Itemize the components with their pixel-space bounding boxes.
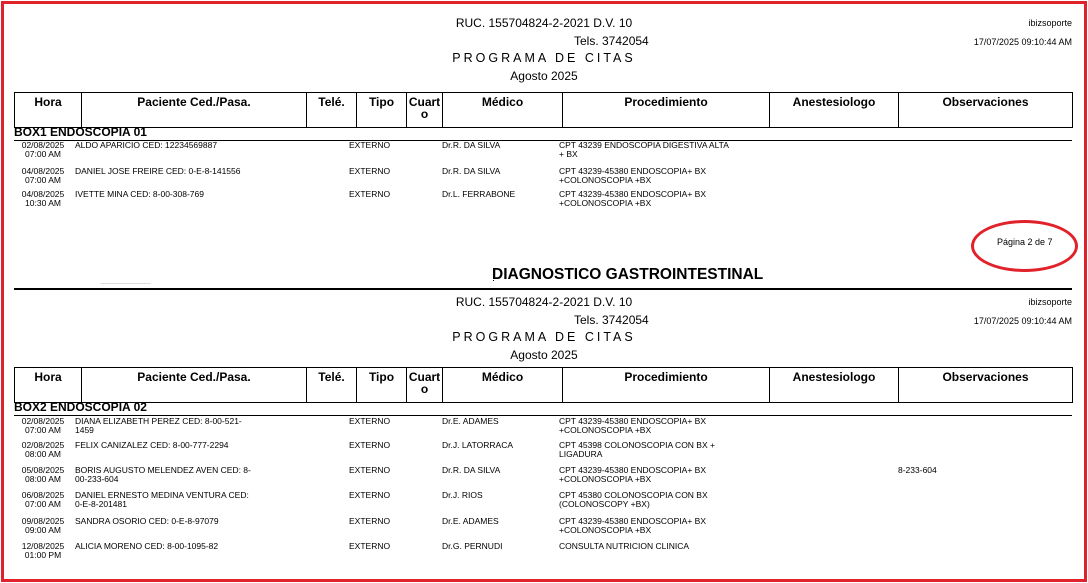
clinic-banner: DIAGNOSTICO GASTROINTESTINAL bbox=[492, 266, 764, 283]
user-name: ibizsoporte bbox=[1028, 297, 1072, 307]
highlight-circle bbox=[971, 220, 1078, 272]
program-title: PROGRAMA DE CITAS bbox=[452, 330, 636, 344]
tels-line: Tels. 3742054 bbox=[574, 34, 649, 48]
col-procedimiento: Procedimiento bbox=[563, 93, 770, 128]
page-number: Página 2 de 7 bbox=[997, 237, 1053, 247]
section-title-box1: BOX1 ENDOSCOPIA 01 bbox=[14, 123, 1072, 141]
program-title: PROGRAMA DE CITAS bbox=[452, 51, 636, 65]
report-header-1 bbox=[4, 4, 1084, 94]
col-tipo: Tipo bbox=[357, 368, 407, 403]
col-hora: Hora bbox=[15, 93, 82, 128]
ruc-line: RUC. 155704824-2-2021 D.V. 10 bbox=[455, 295, 633, 309]
col-tele: Telé. bbox=[307, 93, 357, 128]
col-cuarto: Cuart o bbox=[407, 368, 443, 403]
col-observaciones: Observaciones bbox=[899, 368, 1073, 403]
print-timestamp: 17/07/2025 09:10:44 AM bbox=[973, 316, 1072, 326]
report-header-2 bbox=[4, 283, 1084, 373]
col-cuarto: Cuart o bbox=[407, 93, 443, 128]
col-paciente: Paciente Ced./Pasa. bbox=[82, 368, 307, 403]
tels-line: Tels. 3742054 bbox=[574, 313, 649, 327]
month-label: Agosto 2025 bbox=[510, 69, 578, 83]
col-tele: Telé. bbox=[307, 368, 357, 403]
col-medico: Médico bbox=[443, 93, 563, 128]
col-paciente: Paciente Ced./Pasa. bbox=[82, 93, 307, 128]
col-medico: Médico bbox=[443, 368, 563, 403]
col-tipo: Tipo bbox=[357, 93, 407, 128]
col-anestesiologo: Anestesiologo bbox=[770, 93, 899, 128]
ruc-line: RUC. 155704824-2-2021 D.V. 10 bbox=[455, 16, 633, 30]
print-timestamp: 17/07/2025 09:10:44 AM bbox=[973, 37, 1072, 47]
col-procedimiento: Procedimiento bbox=[563, 368, 770, 403]
section-title-box2: BOX2 ENDOSCOPIA 02 bbox=[14, 398, 1072, 416]
col-anestesiologo: Anestesiologo bbox=[770, 368, 899, 403]
user-name: ibizsoporte bbox=[1028, 18, 1072, 28]
col-observaciones: Observaciones bbox=[899, 93, 1073, 128]
col-hora: Hora bbox=[15, 368, 82, 403]
report-frame: RUC. 155704824-2-2021 D.V. 10 Tels. 3742054 PROGRAMA DE CITAS Agosto 2025 ibizsoporte 17/07/2025 09:10:44 AM Hora Paciente Ced./Pasa. Telé. Tipo Cuart o Médico Procedimiento Anestesiologo Observaciones BOX1 ENDOSCOPIA 01 02/08/2025 07:00 AM ALDO APARICIO CED: 12234569887 EXTERNO Dr.R. DA SILVA CPT 43239 ENDOSCOPIA DIGESTIVA ALTA + BX 04/08/2025 07:00 AM DANIEL JOSE FREIRE CED: 0-E-8-141556 EXTERNO Dr.R. DA SILVA CPT 43239-45380 ENDOSCOPIA+ BX +COLONOSCOPIA +BX 04/08/2025 10:30 AM IVETTE MINA CED: 8-00-308-769 EXTERNO Dr.L. FERRABONE CPT 43239-45380 ENDOSCOPIA+ BX +COLONOSCOPIA +BX Página 2 de 7 DIAGNOSTICO GASTROINTESTINAL RUC. 155704824-2-2021 D.V. 10 Tels. 3742054 PROGRAMA DE CITAS Agosto 2025 ibizsoporte 17/07/2025 09:10:44 AM Hora Paciente Ced./Pasa. Telé. Tipo Cuart o Médico Procedimiento Anestesiologo Observaciones BOX2 ENDOSCOPIA 02 02/08/2025 07:00 AM DIANA ELIZABETH PEREZ CED: 8-00-521- 1459 EXTERNO Dr.E. ADAMES CPT 43239-45380 ENDOSCOPIA+ BX +COLONOSCOPIA +BX 02/08/2025 08:00 AM FELIX CANIZALEZ CED: 8-00-777-2294 EXTERNO Dr.J. LATORRACA CPT 45398 COLONOSCOPIA CON BX + LIGADURA 05/08/2025 08:00 AM BORIS AUGUSTO MELENDEZ AVEN CED: 8- 00-233-604 EXTERNO Dr.R. DA SILVA CPT 43239-45380 ENDOSCOPIA+ BX +COLONOSCOPIA +BX 8-233-604 06/08/2025 07:00 AM DANIEL ERNESTO MEDINA VENTURA CED: 0-E-8-201481 EXTERNO Dr.J. RIOS CPT 45380 COLONOSCOPIA CON BX (COLONOSCOPY +BX) 09/08/2025 09:00 AM SANDRA OSORIO CED: 0-E-8-97079 EXTERNO Dr.E. ADAMES CPT 43239-45380 ENDOSCOPIA+ BX +COLONOSCOPIA +BX 12/08/2025 01:00 PM ALICIA MORENO CED: 8-00-1095-82 EXTERNO Dr.G. PERNUDI CONSULTA NUTRICION CLINICA bbox=[1, 1, 1087, 582]
month-label: Agosto 2025 bbox=[510, 348, 578, 362]
